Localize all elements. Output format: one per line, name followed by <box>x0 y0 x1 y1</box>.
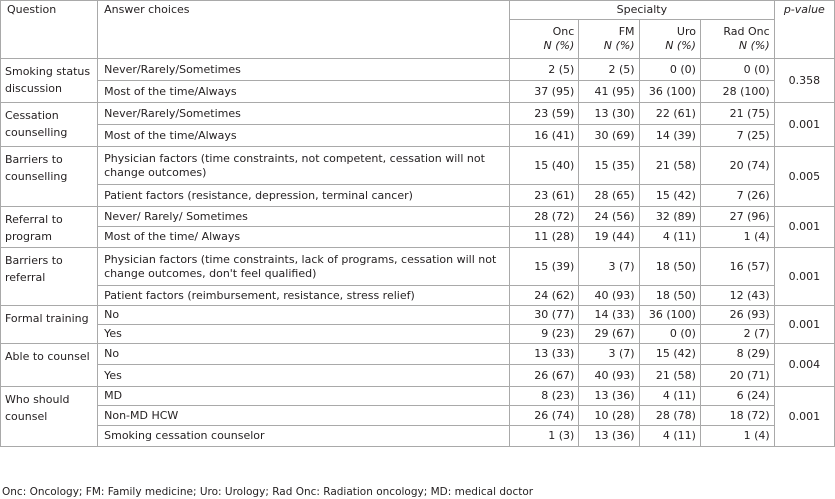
value-cell: 15 (42) <box>639 344 700 365</box>
question-cell: Referral to program <box>1 207 98 248</box>
value-cell: 13 (36) <box>579 387 639 406</box>
value-cell: 40 (93) <box>579 286 639 306</box>
header-answer-choices: Answer choices <box>98 1 510 59</box>
value-cell: 0 (0) <box>700 59 774 81</box>
answer-cell: Smoking cessation counselor <box>98 426 510 447</box>
header-uro: Uro N (%) <box>639 20 700 59</box>
table-row <box>1 344 835 365</box>
question-cell: Smoking status discussion <box>1 59 98 103</box>
value-cell: 24 (62) <box>510 286 579 306</box>
value-cell: 36 (100) <box>639 81 700 103</box>
value-cell: 26 (67) <box>510 365 579 387</box>
value-cell: 15 (40) <box>510 147 579 185</box>
value-cell: 3 (7) <box>579 344 639 365</box>
value-cell: 24 (56) <box>579 207 639 227</box>
table-row <box>1 286 835 306</box>
value-cell: 28 (100) <box>700 81 774 103</box>
value-cell: 13 (30) <box>579 103 639 125</box>
p-value-cell: 0.001 <box>774 103 834 147</box>
value-cell: 26 (74) <box>510 406 579 426</box>
answer-cell: Physician factors (time constraints, not competent, cessation will not change outcomes) <box>98 147 510 185</box>
p-value-cell: 0.005 <box>774 147 834 207</box>
p-value-cell: 0.001 <box>774 306 834 344</box>
value-cell: 18 (50) <box>639 248 700 286</box>
value-cell: 23 (59) <box>510 103 579 125</box>
table-row <box>1 81 835 103</box>
value-cell: 13 (36) <box>579 426 639 447</box>
value-cell: 19 (44) <box>579 227 639 248</box>
answer-cell: Most of the time/ Always <box>98 227 510 248</box>
answer-cell: No <box>98 306 510 325</box>
value-cell: 11 (28) <box>510 227 579 248</box>
answer-cell: Physician factors (time constraints, lack of programs, cessation will not change outcomes, don't feel qualified) <box>98 248 510 286</box>
value-cell: 6 (24) <box>700 387 774 406</box>
header-p-value: p-value <box>774 1 834 59</box>
table-row <box>1 387 835 406</box>
value-cell: 23 (61) <box>510 185 579 207</box>
value-cell: 15 (42) <box>639 185 700 207</box>
header-fm: FM N (%) <box>579 20 639 59</box>
answer-cell: Never/ Rarely/ Sometimes <box>98 207 510 227</box>
value-cell: 40 (93) <box>579 365 639 387</box>
value-cell: 14 (33) <box>579 306 639 325</box>
value-cell: 10 (28) <box>579 406 639 426</box>
value-cell: 0 (0) <box>639 59 700 81</box>
table-row <box>1 185 835 207</box>
table-row <box>1 147 835 185</box>
value-cell: 7 (26) <box>700 185 774 207</box>
question-cell: Barriers to referral <box>1 248 98 306</box>
table-row <box>1 325 835 344</box>
value-cell: 2 (7) <box>700 325 774 344</box>
value-cell: 30 (77) <box>510 306 579 325</box>
value-cell: 8 (29) <box>700 344 774 365</box>
value-cell: 1 (3) <box>510 426 579 447</box>
value-cell: 3 (7) <box>579 248 639 286</box>
value-cell: 30 (69) <box>579 125 639 147</box>
table-row <box>1 306 835 325</box>
value-cell: 28 (72) <box>510 207 579 227</box>
value-cell: 14 (39) <box>639 125 700 147</box>
question-cell: Cessation counselling <box>1 103 98 147</box>
value-cell: 27 (96) <box>700 207 774 227</box>
p-value-cell: 0.358 <box>774 59 834 103</box>
question-cell: Who should counsel <box>1 387 98 447</box>
value-cell: 37 (95) <box>510 81 579 103</box>
value-cell: 26 (93) <box>700 306 774 325</box>
answer-cell: Patient factors (reimbursement, resistance, stress relief) <box>98 286 510 306</box>
value-cell: 1 (4) <box>700 227 774 248</box>
answer-cell: Never/Rarely/Sometimes <box>98 59 510 81</box>
header-specialty: Specialty <box>510 1 775 20</box>
value-cell: 8 (23) <box>510 387 579 406</box>
answer-cell: Yes <box>98 325 510 344</box>
value-cell: 4 (11) <box>639 426 700 447</box>
value-cell: 21 (58) <box>639 147 700 185</box>
table-row <box>1 207 835 227</box>
table-row <box>1 59 835 81</box>
value-cell: 28 (65) <box>579 185 639 207</box>
table-row <box>1 125 835 147</box>
table-row <box>1 227 835 248</box>
value-cell: 20 (74) <box>700 147 774 185</box>
value-cell: 15 (35) <box>579 147 639 185</box>
table-row <box>1 248 835 286</box>
value-cell: 15 (39) <box>510 248 579 286</box>
table-row <box>1 426 835 447</box>
value-cell: 16 (41) <box>510 125 579 147</box>
value-cell: 18 (50) <box>639 286 700 306</box>
value-cell: 4 (11) <box>639 387 700 406</box>
table-row <box>1 406 835 426</box>
answer-cell: MD <box>98 387 510 406</box>
value-cell: 29 (67) <box>579 325 639 344</box>
value-cell: 28 (78) <box>639 406 700 426</box>
answer-cell: Non-MD HCW <box>98 406 510 426</box>
value-cell: 21 (58) <box>639 365 700 387</box>
table-row <box>1 103 835 125</box>
table-body <box>1 59 835 447</box>
p-value-cell: 0.004 <box>774 344 834 387</box>
value-cell: 9 (23) <box>510 325 579 344</box>
value-cell: 16 (57) <box>700 248 774 286</box>
value-cell: 4 (11) <box>639 227 700 248</box>
header-question: Question <box>1 1 98 59</box>
answer-cell: Yes <box>98 365 510 387</box>
answer-cell: Patient factors (resistance, depression, terminal cancer) <box>98 185 510 207</box>
value-cell: 13 (33) <box>510 344 579 365</box>
value-cell: 36 (100) <box>639 306 700 325</box>
p-value-cell: 0.001 <box>774 387 834 447</box>
value-cell: 22 (61) <box>639 103 700 125</box>
value-cell: 0 (0) <box>639 325 700 344</box>
value-cell: 20 (71) <box>700 365 774 387</box>
answer-cell: No <box>98 344 510 365</box>
value-cell: 2 (5) <box>510 59 579 81</box>
value-cell: 7 (25) <box>700 125 774 147</box>
answer-cell: Most of the time/Always <box>98 81 510 103</box>
p-value-cell: 0.001 <box>774 248 834 306</box>
value-cell: 41 (95) <box>579 81 639 103</box>
question-cell: Formal training <box>1 306 98 344</box>
value-cell: 2 (5) <box>579 59 639 81</box>
answer-cell: Never/Rarely/Sometimes <box>98 103 510 125</box>
p-value-cell: 0.001 <box>774 207 834 248</box>
answer-cell: Most of the time/Always <box>98 125 510 147</box>
value-cell: 12 (43) <box>700 286 774 306</box>
header-rad-onc: Rad Onc N (%) <box>700 20 774 59</box>
value-cell: 1 (4) <box>700 426 774 447</box>
question-cell: Barriers to counselling <box>1 147 98 207</box>
table-row <box>1 365 835 387</box>
value-cell: 18 (72) <box>700 406 774 426</box>
value-cell: 32 (89) <box>639 207 700 227</box>
value-cell: 21 (75) <box>700 103 774 125</box>
question-cell: Able to counsel <box>1 344 98 387</box>
header-onc: Onc N (%) <box>510 20 579 59</box>
table-footnote: Onc: Oncology; FM: Family medicine; Uro: Urology; Rad Onc: Radiation oncology; MD: medical doctor <box>2 486 534 498</box>
